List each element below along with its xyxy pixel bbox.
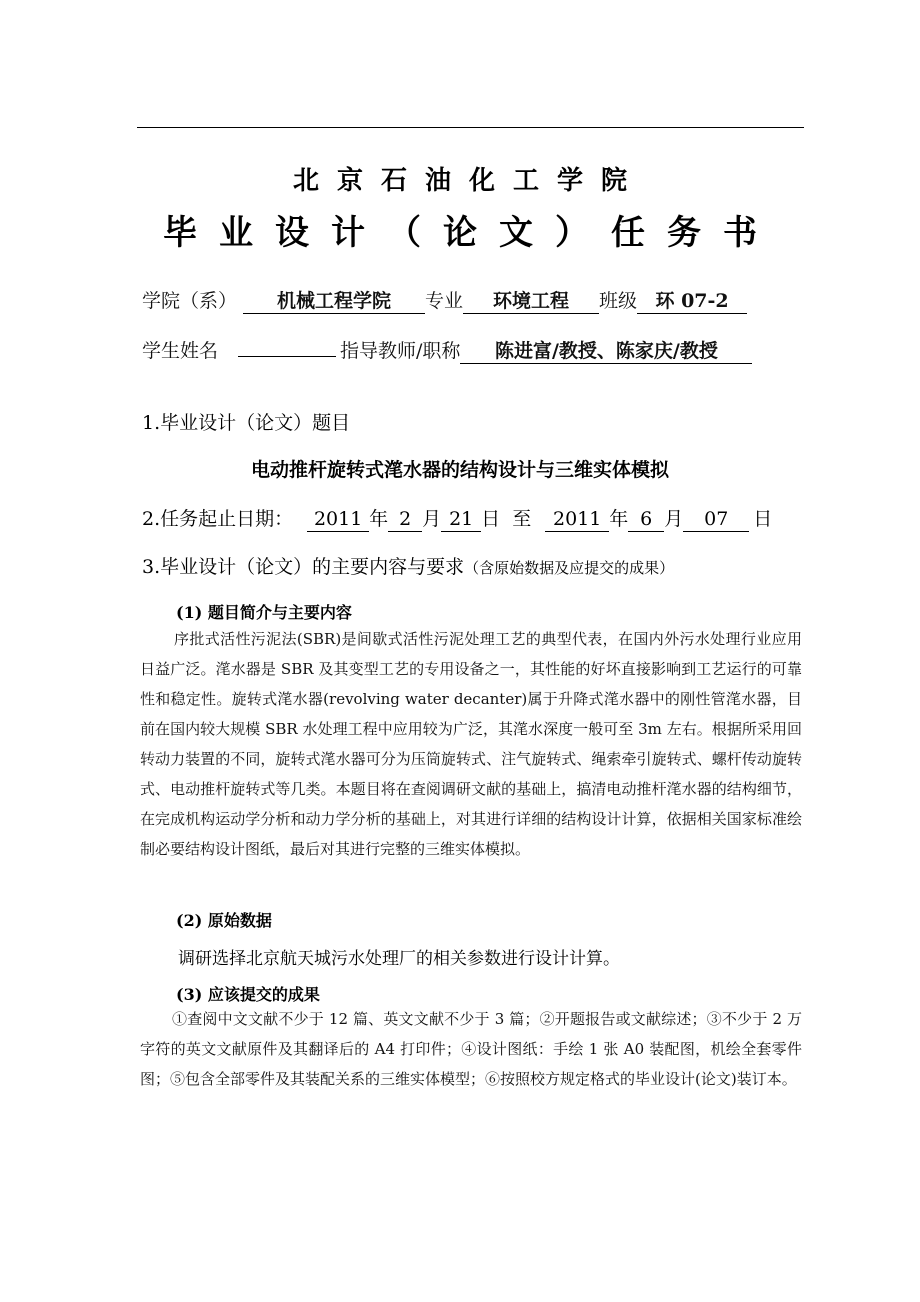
sub3-text: ①查阅中文文献不少于 12 篇、英文文献不少于 3 篇；②开题报告或文献综述；③不少于 2 万字符的英文文献原件及其翻译后的 A4 打印件；④设计图纸：手绘 1 张 A0 装配图，机绘全套零件图；⑤包含全部零件及其装配关系的三维实体模型；⑥按照校方规定格式的毕业设计(论文)装订本。 — [140, 1010, 802, 1088]
section3-heading: 3.毕业设计（论文）的主要内容与要求 — [142, 556, 465, 578]
advisor-value: 陈进富/教授、陈家庆/教授 — [460, 339, 752, 364]
sub2-title: (2) 原始数据 — [176, 911, 272, 930]
class-label: 班级 — [599, 290, 638, 312]
month-char-1: 月 — [422, 508, 442, 530]
top-rule — [137, 127, 804, 128]
section3-heading-row — [142, 552, 674, 579]
school-name: 北京石油化工学院 — [292, 166, 645, 196]
document-title: 毕业设计（论文）任务书 — [163, 213, 779, 253]
info-row-college — [142, 286, 747, 314]
year-char-1: 年 — [369, 508, 389, 530]
major-label: 专业 — [425, 290, 464, 312]
day-char-1: 日 — [481, 508, 501, 530]
sub1-text: 序批式活性污泥法(SBR)是间歇式活性污泥处理工艺的典型代表，在国内外污水处理行业应用日益广泛。滗水器是 SBR 及其变型工艺的专用设备之一，其性能的好坏直接影响到工艺运行的可靠性和稳定性。旋转式滗水器(revolving water decanter)属于升降式滗水器中的刚性管滗水器，目前在国内较大规模 SBR 水处理工程中应用较为广泛，其滗水深度一般可至 3m 左右。根据所采用回转动力装置的不同，旋转式滗水器可分为压筒旋转式、注气旋转式、绳索牵引旋转式、螺杆传动旋转式、电动推杆旋转式等几类。本题目将在查阅调研文献的基础上，搞清电动推杆滗水器的结构细节，在完成机构运动学分析和动力学分析的基础上，对其进行详细的结构设计计算，依据相关国家标准绘制必要结构设计图纸，最后对其进行完整的三维实体模拟。 — [140, 630, 802, 858]
info-row-student — [142, 336, 752, 364]
day-char-2: 日 — [753, 508, 773, 530]
to-char: 至 — [512, 508, 532, 530]
sub1-paragraph — [140, 624, 802, 864]
section2-heading: 2.任务起止日期： — [142, 508, 294, 530]
section1-heading: 1.毕业设计（论文）题目 — [142, 412, 351, 434]
start-month: 2 — [388, 507, 422, 532]
college-value: 机械工程学院 — [243, 289, 425, 314]
section2-dates — [142, 504, 772, 532]
student-label: 学生姓名 — [142, 340, 219, 362]
section3-note: （含原始数据及应提交的成果） — [464, 559, 675, 577]
sub2-text: 调研选择北京航天城污水处理厂的相关参数进行设计计算。 — [178, 949, 620, 969]
sub1-title: (1) 题目简介与主要内容 — [176, 603, 352, 622]
end-month: 6 — [628, 507, 664, 532]
thesis-topic: 电动推杆旋转式滗水器的结构设计与三维实体模拟 — [250, 459, 669, 481]
sub3-paragraph — [140, 1004, 802, 1094]
college-label: 学院（系） — [142, 290, 238, 312]
year-char-2: 年 — [609, 508, 629, 530]
sub3-title: (3) 应该提交的成果 — [176, 985, 320, 1004]
major-value: 环境工程 — [463, 289, 599, 314]
month-char-2: 月 — [664, 508, 684, 530]
advisor-label: 指导教师/职称 — [340, 340, 461, 362]
end-year: 2011 — [545, 507, 609, 532]
start-year: 2011 — [307, 507, 369, 532]
class-value: 环 07-2 — [637, 289, 747, 314]
end-day: 07 — [683, 507, 749, 532]
start-day: 21 — [441, 507, 481, 532]
student-value — [238, 356, 336, 357]
